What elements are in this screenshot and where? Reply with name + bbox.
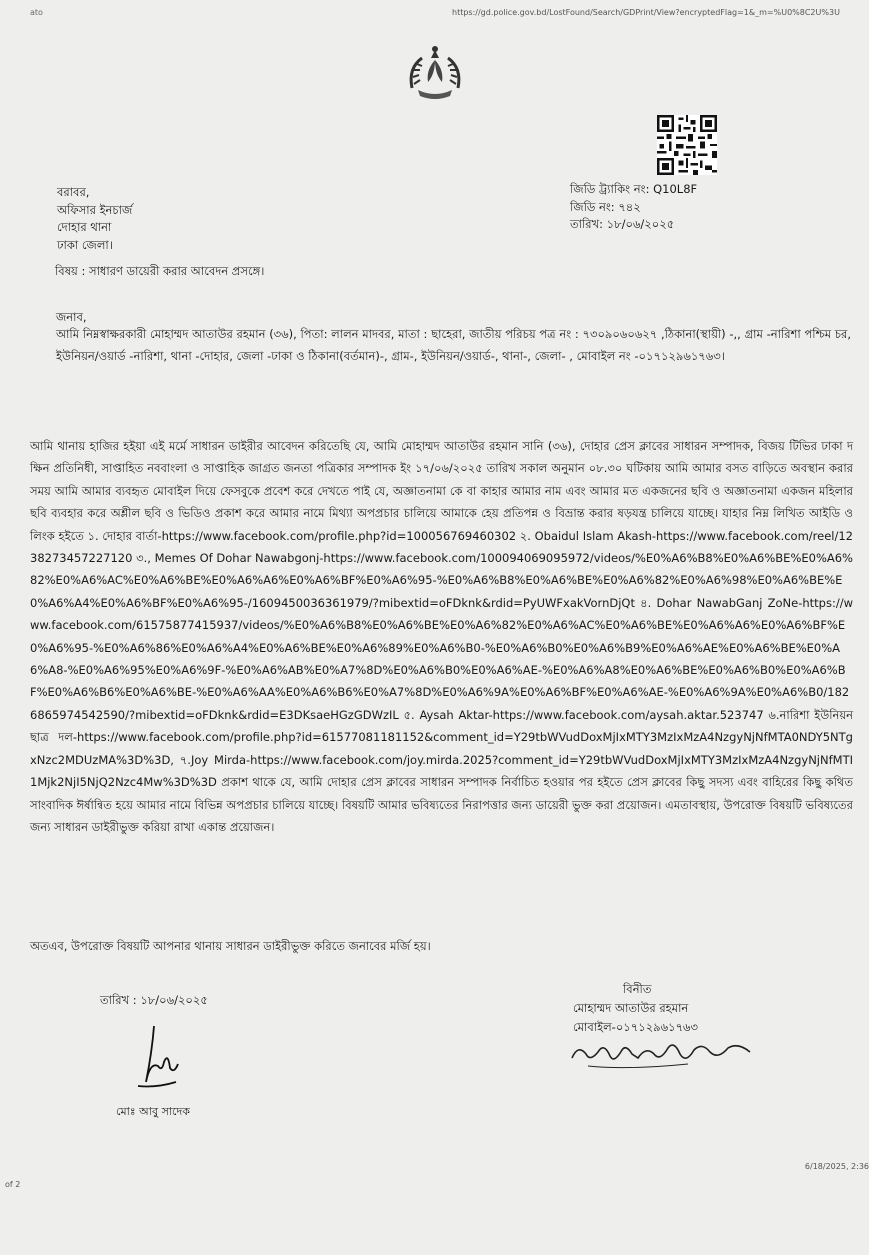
bangladesh-police-emblem-icon <box>404 44 466 102</box>
salutation: জনাব, <box>56 310 87 324</box>
recipient-line: বরাবর, <box>57 185 90 199</box>
applicant-intro-paragraph: আমি নিম্নস্বাক্ষরকারী মোহাম্মদ আতাউর রহমান (৩৬), পিতা: লালন মাদবর, মাতা : ছাহেরা, জাতীয় পরিচয় পত্র নং : ৭৩০৯০৬০৬২৭ ,ঠিকানা(স্থায়ী) -,, গ্রাম -নারিশা পশ্চিম চর, ইউনিয়ন/ওয়ার্ড -নারিশা, থানা -দোহার, জেলা -ঢাকা ও ঠিকানা(বর্তমান)-, গ্রাম-, ইউনিয়ন/ওয়ার্ড-, থানা-, জেলা- , মোবাইল নং -০১৭১২৯৬১৭৬৩। <box>56 327 851 363</box>
print-timestamp: 6/18/2025, 2:36 <box>804 1162 869 1171</box>
applicant-name: মোহাম্মদ আতাউর রহমান <box>573 1001 689 1015</box>
officer-name: মোঃ আবু সাদেক <box>116 1105 190 1118</box>
browser-url: https://gd.police.gov.bd/LostFound/Search/GDPrint/View?encryptedFlag=1&_m=%U0%8C2U%3U <box>452 8 840 17</box>
gd-date: তারিখ: ১৮/০৬/২০২৫ <box>570 217 675 231</box>
recipient-line: ঢাকা জেলা। <box>57 237 113 252</box>
complaint-body-paragraph: আমি থানায় হাজির হইয়া এই মর্মে সাধারন ডাইরীর আবেদন করিতেছি যে, আমি মোহাম্মদ আতাউর রহমান সানি (৩৬), দোহার প্রেস ক্লাবের সাধারন সম্পাদক, বিজয় টিভির ঢাকা দক্ষিন প্রতিনিধী, সাপ্তাহিত নববাংলা ও সাপ্তাহিক জাগ্রত জনতা পত্রিকার সম্পাদক ইং ১৭/০৬/২০২৫ তারিখ সকাল অনুমান ০৮.৩০ ঘটিকায় আমি আমার বসত বাড়িতে অবস্থান করার সময় আমি আমার ব্যবহৃত মোবাইল দিয়ে ফেসবুকে প্রবেশ করে দেখতে পাই যে, অজ্ঞাতনামা কে বা কাহার আমার নাম এবং আমার মত একজনের ছবি ও অজ্ঞাতনামা একজন মহিলার ছবি ব্যবহার করে অশ্লীল ছবি ও ভিডিও প্রকাশ করে আমার নামে মিথ্যা অপপ্রচার চালিয়ে আমাকে হেয় প্রতিপন্ন ও বিভ্রান্ত করার ষড়যন্ত্র চালিয়ে যাচ্ছে। যাহার নিম্ন লিখিত আইডি ও লিংক হইতে ১. দোহার বার্তা-https://www.facebook.com/profile.php?id=100056769460302 ২. Obaidul Islam Akash-https://www.facebook.com/reel/1238273457227120 ৩., Memes Of Dohar Nawabgonj-https://www.facebook.com/100094069095972/videos/%E0%A6%B8%E0%A6%BE%E0%A6%82%E0%A6%AC%E0%A6%BE%E0%A6%A6%E0%A6%BF%E0%A6%95-%E0%A6%B8%E0%A6%BE%E0%A6%82%E0%A6%98%E0%A6%BE%E0%A6%A4%E0%A6%BF%E0%A6%95-/1609450036361979/?mibextid=oFDknk&rdid=PyUWFxakVornDjQt ৪. Dohar NawabGanj ZoNe-https://www.facebook.com/61575877415937/videos/%E0%A6%B8%E0%A6%BE%E0%A6%82%E0%A6%AC%E0%A6%BE%E0%A6%A6%E0%A6%BF%E0%A6%95-%E0%A6%86%E0%A6%A4%E0%A6%BE%E0%A6%89%E0%A6%B0-%E0%A6%B0%E0%A6%B9%E0%A6%AE%E0%A6%BE%E0%A6%A8-%E0%A6%95%E0%A6%9F-%E0%A6%AB%E0%A7%8D%E0%A6%B0%E0%A6%AE-%E0%A6%A8%E0%A6%BE%E0%A6%B0%E0%A6%BF%E0%A6%B6%E0%A6%BE-%E0%A6%AA%E0%A6%B6%E0%A7%8D%E0%A6%9A%E0%A6%BF%E0%A6%AE-%E0%A6%9A%E0%A6%B0/1826865974542590/?mibextid=oFDknk&rdid=E3DKsaeHGzGDWzIL ৫. Aysah Aktar-https://www.facebook.com/aysah.aktar.523747 ৬.নারিশা ইউনিয়ন ছাত্র দল-https://www.facebook.com/profile.php?id=61577081181152&comment_id=Y29tbWVudDoxMjIxMTY3MzIxMzA4NzgyNjNfMTA0NDY5NTgxNzc2MDUzMA%3D%3D, ৭.Joy Mirda-https://www.facebook.com/joy.mirda.2025?comment_id=Y29tbWVudDoxMjIxMTY3MzIxMzA4NzgyNjNfMTI1Mjk2NjI5NjQ2Nzc4Mw%3D%3D প্রকাশ থাকে যে, আমি দোহার প্রেস ক্লাবের সাধারন সম্পাদক নির্বাচিত হওয়ার পর হইতে প্রেস ক্লাবের কিছু সদস্য এবং বাহিরের কিছু কথিত সাংবাদিক ঈর্ষান্বিত হয়ে আমার নামে বিভিন্ন অপপ্রচার চালিয়ে যাচ্ছে। বিষয়টি আমার ভবিষ্যতের নিরাপত্তার জন্য ডায়েরী ভুক্ত করা প্রয়োজন। এমতাবস্থায়, উপরোক্ত বিষয়টি ভবিষ্যতের জন্য সাধারন ডাইরীভুক্ত করিয়া রাখা একান্ত প্রয়োজন। <box>30 439 853 834</box>
regards-text: বিনীত <box>623 982 652 996</box>
signature-date: তারিখ : ১৮/০৬/২০২৫ <box>100 993 208 1007</box>
closing-paragraph: অতএব, উপরোক্ত বিষয়টি আপনার থানায় সাধারন ডাইরীভুক্ত করিতে জনাবের মর্জি হয়। <box>30 939 431 953</box>
recipient-address <box>57 184 132 254</box>
qr-code-icon <box>657 115 717 175</box>
applicant-handwritten-signature <box>568 1036 758 1072</box>
recipient-line: দোহার থানা <box>57 220 112 234</box>
recipient-line: অফিসার ইনচার্জ <box>57 202 133 217</box>
subject-line: বিষয় : সাধারণ ডায়েরী করার আবেদন প্রসঙ্গে। <box>55 264 265 278</box>
gd-tracking-info <box>570 181 697 234</box>
browser-corner-label: ato <box>30 8 43 17</box>
applicant-mobile: মোবাইল-০১৭১২৯৬১৭৬৩ <box>573 1020 699 1034</box>
page-count: of 2 <box>5 1180 21 1189</box>
gd-number: জিডি নং: ৭৪২ <box>570 199 641 214</box>
gd-tracking-number: জিডি ট্র্যাকিং নং: Q10L8F <box>570 182 698 196</box>
applicant-signature-block <box>573 980 698 1037</box>
officer-handwritten-signature <box>132 1022 182 1092</box>
